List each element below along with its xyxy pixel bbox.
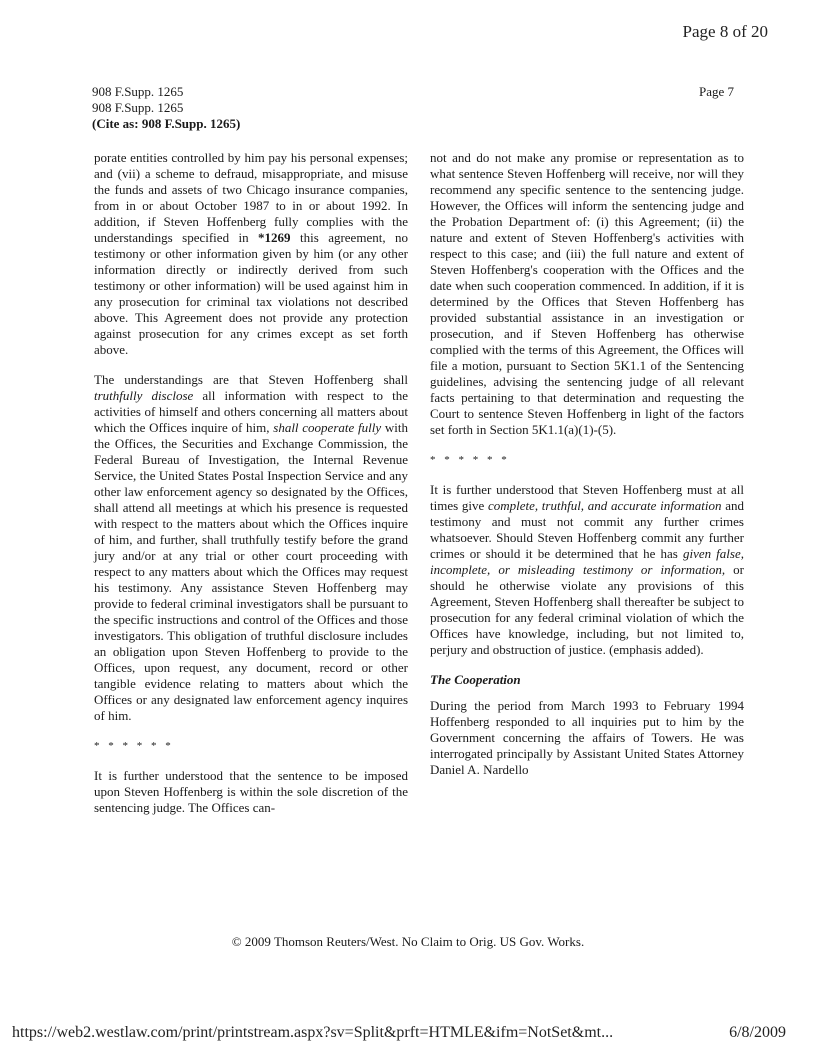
citation-block (92, 84, 240, 132)
print-url: https://web2.westlaw.com/print/printstream.aspx?sv=Split&prft=HTMLE&ifm=NotSet&mt... (12, 1024, 614, 1041)
citation-line-3: (Cite as: 908 F.Supp. 1265) (92, 116, 241, 131)
emphasis: given false, incomplete, or misleading testimony or information, (430, 546, 744, 577)
left-column (94, 150, 408, 830)
document-page-number: Page 7 (698, 84, 734, 99)
section-break: * * * * * * (94, 740, 174, 752)
browser-print-footer (12, 1024, 786, 1042)
text-run: It is further understood that Steven Hoffenberg must at all times give (430, 482, 744, 513)
text-run: The understandings are that Steven Hoffenberg shall (94, 372, 408, 387)
text-run: porate entities controlled by him pay his personal expenses; and (vii) a scheme to defraud, misappropriate, and misuse the funds and assets of two Chicago insurance companies, from in or about October 1987 to in or about 1992. In addition, if Steven Hoffenberg fully complies with the understandings specified in (94, 150, 408, 245)
paragraph (94, 150, 408, 358)
text-run: this agreement, no testimony or other information given by him (or any other information directly or indirectly derived from such testimony or other information) will be used against him in any prosecution for criminal tax violations not described above. This Agreement does not provide any protection against prosecution for any crimes except as set forth above. (94, 230, 409, 357)
paragraph: During the period from March 1993 to February 1994 Hoffenberg responded to all inquiries put to him by the Government concerning the affairs of Towers. He was interrogated principally by Assistant United States Attorney Daniel A. Nardello (430, 698, 744, 777)
paragraph (430, 482, 744, 658)
text-run: and testimony and must not commit any further crimes whatsoever. Should Steven Hoffenberg commit any further crimes or should it be determined that he has (430, 498, 744, 561)
browser-page-indicator: Page 8 of 20 (682, 22, 768, 41)
paragraph (94, 372, 408, 724)
section-break: * * * * * * (430, 454, 510, 466)
section-heading: The Cooperation (430, 672, 521, 687)
copyright-notice: © 2009 Thomson Reuters/West. No Claim to Orig. US Gov. Works. (231, 934, 585, 949)
emphasis: truthfully disclose (94, 388, 194, 403)
right-column (430, 150, 744, 792)
print-date: 6/8/2009 (729, 1024, 786, 1041)
text-run: all information with respect to the activities of himself and others concerning all matters about which the Offices inquire of him, (94, 388, 408, 435)
citation-line-1: 908 F.Supp. 1265 (92, 84, 184, 99)
text-run: or should he otherwise violate any provisions of this Agreement, Steven Hoffenberg shall thereafter be subject to prosecution for any federal criminal violation of which the Offices have knowledge, including, but not limited to, perjury and obstruction of justice. (emphasis added). (430, 562, 744, 657)
citation-line-2: 908 F.Supp. 1265 (92, 100, 184, 115)
paragraph: not and do not make any promise or representation as to what sentence Steven Hoffenberg will receive, nor will they recommend any specific sentence to the sentencing judge. However, the Offices will inform the sentencing judge and the Probation Department of: (i) this Agreement; (ii) the nature and extent of Steven Hoffenberg's activities with respect to this case; and (iii) the full nature and extent of Steven Hoffenberg's cooperation with the Offices and the date when such cooperation commenced. In addition, if it is determined by the Offices that Steven Hoffenberg has provided substantial assistance in an investigation or prosecution, and if Steven Hoffenberg has otherwise complied with the terms of this Agreement, the Offices will file a motion, pursuant to Section 5K1.1 of the Sentencing guidelines, advising the sentencing judge of all relevant facts pertaining to that determination and requesting the Court to sentence Steven Hoffenberg in light of the factors set forth in Section 5K1.1(a)(1)-(5). (430, 150, 744, 437)
paragraph: It is further understood that the sentence to be imposed upon Steven Hoffenberg is within the sole discretion of the sentencing judge. The Offices can- (94, 768, 408, 815)
star-page-marker: *1269 (258, 230, 291, 245)
emphasis: shall cooperate fully (273, 420, 382, 435)
text-run: with the Offices, the Securities and Exchange Commission, the Federal Bureau of Investigation, the Internal Revenue Service, the United States Postal Inspection Service and any other law enforcement agency so designated by the Offices, shall attend all meetings at which his presence is requested with respect to the matters about which the Offices inquire of him, and further, shall truthfully testify before the grand jury and/or at any trial or other court proceeding with respect to any matters about which the Offices may request his testimony. Any assistance Steven Hoffenberg may provide to federal criminal investigators shall be pursuant to the specific instructions and control of the Offices and those investigators. This obligation of truthful disclosure includes an obligation upon Steven Hoffenberg to provide to the Offices, upon request, any document, record or other tangible evidence relating to matters about which the Offices or any designated law enforcement agency inquires of him. (94, 420, 408, 723)
emphasis: complete, truthful, and accurate information (487, 498, 722, 513)
